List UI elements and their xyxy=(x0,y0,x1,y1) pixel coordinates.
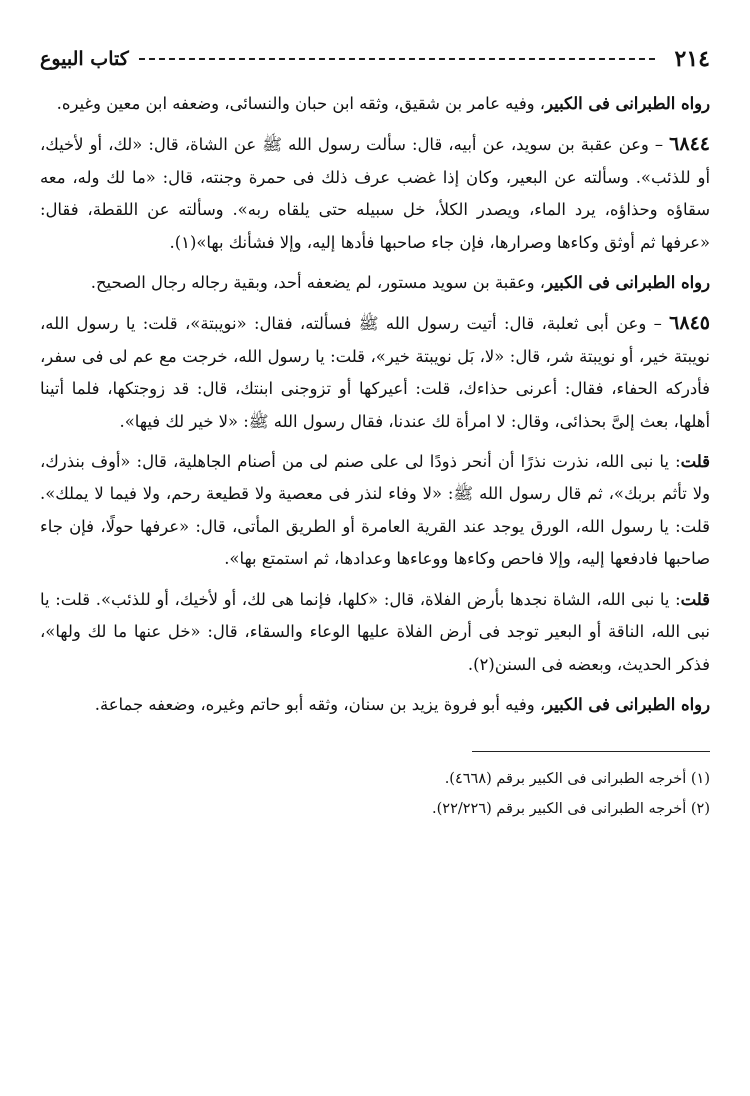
source-label: رواه الطبرانى فى الكبير xyxy=(545,94,710,113)
spacer xyxy=(40,681,710,689)
hadith-text: – وعن عقبة بن سويد، عن أبيه، قال: سألت رسول الله ﷺ عن الشاة، قال: «لك، أو لأخيك، أو للذئب». وسألته عن البعير، وكان إذا غضب عرف ذلك فى حمرة وجنته، قال: «ما لك وله، معه سقاؤه وحذاؤه، يرد الماء، ويصدر الكلأ، خل سبيله حتى يلقاه ربه». وسألته عن اللقطة، فقال: «عرفها ثم أوثق وكاءها وصرارها، فإن جاء صاحبها فأدها إليه، وإلا فشأنك بها» xyxy=(40,135,710,252)
page-header xyxy=(40,38,710,80)
paragraph-text: ، وفيه أبو فروة يزيد بن سنان، وثقه أبو حاتم وغيره، وضعفه جماعة. xyxy=(94,694,546,714)
hadith-number: ٦٨٤٤ xyxy=(669,133,710,156)
paragraph-5 xyxy=(40,446,710,576)
qult-label: قلت xyxy=(680,452,710,472)
spacer xyxy=(40,259,710,267)
footnotes xyxy=(40,764,710,824)
book-title: كتاب البيوع xyxy=(40,48,129,70)
footnote-1: (١) أخرجه الطبرانى فى الكبير برقم (٤٦٦٨). xyxy=(444,771,710,788)
header-divider xyxy=(139,58,655,60)
paragraph-7 xyxy=(40,689,710,721)
hadith-text: – وعن أبى ثعلبة، قال: أتيت رسول الله ﷺ فسألته، فقال: «نويبتة»، قلت: يا رسول الله، نويبتة خير، أو نويبتة شر، قال: «لا، بَل نويبتة خير»، قلت: يا رسول الله، خرجت مع عم لى فى سفر، فأدركه الحفاء، فقال: أعرنى حذاءك، قلت: أعيركها أو تزوجنى ابنتك، قال: قد زوجتكها، فلما أتينا أهلها، بعث إلىَّ بحذائى، وقال: لا امرأة لك عندنا، فقال رسول الله ﷺ: «لا خير لك فيها». xyxy=(40,314,710,431)
paragraph-3 xyxy=(40,267,710,299)
book-page xyxy=(40,38,710,824)
hadith-6845 xyxy=(40,307,710,438)
page-number: ٢١٤ xyxy=(674,46,710,72)
paragraph-6 xyxy=(40,584,710,681)
paragraph-text: ، وعقبة بن سويد مستور، لم يضعفه أحد، وبقية رجاله رجال الصحيح. xyxy=(90,273,546,293)
paragraph-1 xyxy=(40,88,710,120)
hadith-number: ٦٨٤٥ xyxy=(669,312,710,335)
paragraph-text: ، وفيه عامر بن شقيق، وثقه ابن حبان والنسائى، وضعفه ابن معين وغيره. xyxy=(56,94,546,113)
spacer xyxy=(40,80,710,88)
footnote-2: (٢) أخرجه الطبرانى فى الكبير برقم (٢٢/٢٢٦). xyxy=(432,801,710,818)
footnote-ref: (١). xyxy=(169,232,197,252)
spacer xyxy=(40,299,710,307)
source-label: رواه الطبرانى فى الكبير xyxy=(545,273,710,293)
spacer xyxy=(40,438,710,446)
source-label: رواه الطبرانى فى الكبير xyxy=(545,694,710,714)
hadith-6844 xyxy=(40,128,710,259)
qult-label: قلت xyxy=(680,589,710,609)
paragraph-text: : يا نبى الله، الشاة نجدها بأرض الفلاة، قال: «كلها، فإنما هى لك، أو لأخيك، أو للذئب». قلت: يا نبى الله، الناقة أو البعير توجد فى أرض الفلاة عليها الوعاء والسقاء، قال: «خل عنها ما لك ولها»، فذكر الحديث، وبعضه فى السنن xyxy=(40,589,710,674)
paragraph-text: : يا نبى الله، نذرت نذرًا أن أنحر ذودًا لى على صنم لى من أصنام الجاهلية، قال: «أوف بنذرك، ولا تأثم بربك»، ثم قال رسول الله ﷺ: «لا وفاء لنذر فى معصية ولا قطيعة رحم، ولا فيما لا يملك». قلت: يا رسول الله، الورق يوجد عند القرية العامرة أو الطريق المأتى، قال: «عرفها حولًا، فإن جاء صاحبها فادفعها إليه، وإلا فاحص وكاءها ووعاءها وعدادها، ثم استمتع بها». xyxy=(40,452,710,569)
footnote-ref: (٢). xyxy=(467,654,495,674)
spacer xyxy=(40,120,710,128)
footnote-rule xyxy=(472,751,710,752)
spacer xyxy=(40,576,710,584)
